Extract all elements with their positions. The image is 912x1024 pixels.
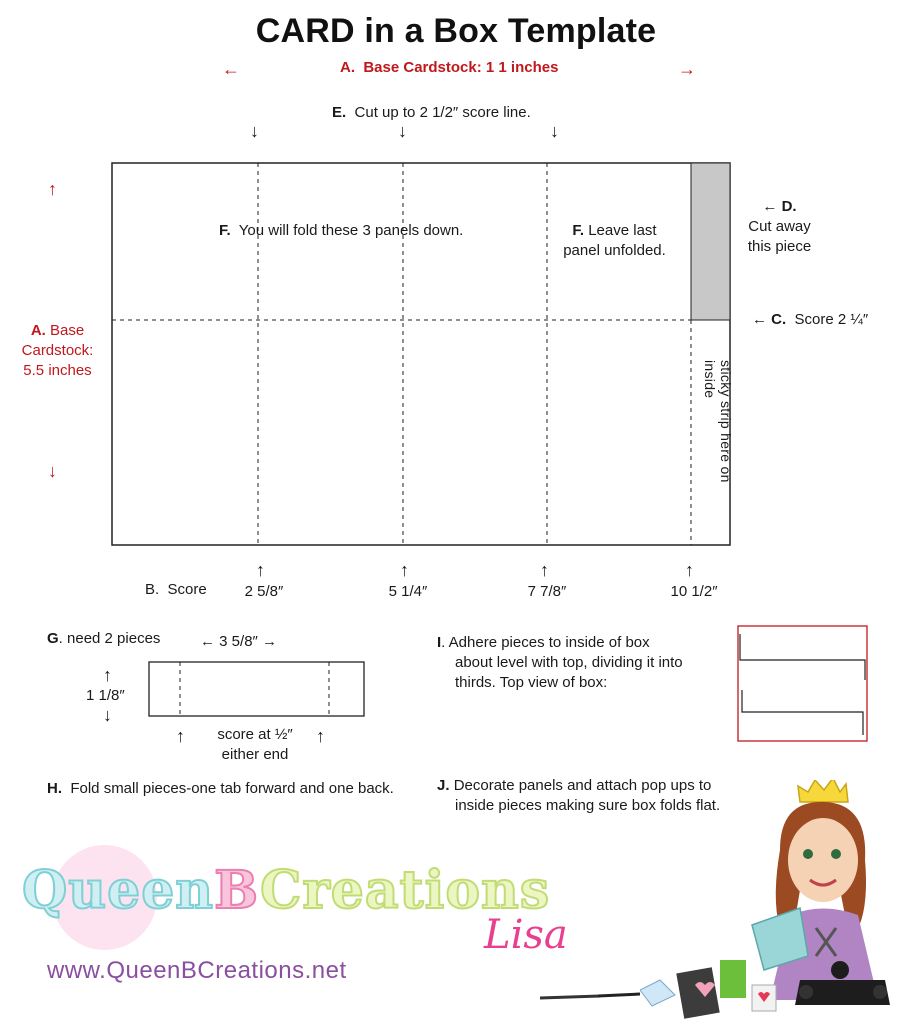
up-arrow-icon: ↑ — [316, 726, 325, 746]
step-i-line2: about level with top, dividing it into — [455, 654, 683, 671]
down-arrow-icon: ↓ — [48, 461, 57, 481]
small-piece-width-text: 3 5/8″ — [219, 633, 258, 650]
base-height-letter: A. — [30, 322, 46, 339]
stamp-pad-icon — [676, 967, 719, 1019]
face-shape — [788, 818, 858, 902]
step-g-label — [47, 629, 160, 649]
panel-fold-text: You will fold these 3 panels down. — [238, 222, 464, 239]
up-arrow-icon: ↑ — [400, 560, 409, 580]
website-url[interactable]: www.QueenBCreations.net — [47, 957, 347, 984]
step-g-letter: G — [47, 630, 59, 647]
tape-runner-icon — [640, 980, 675, 1006]
step-c-text: Score 2 ¼″ — [794, 311, 869, 328]
up-arrow-icon: ↑ — [540, 560, 549, 580]
down-arrow-icon: ↓ — [550, 121, 559, 141]
small-piece-score-line1: score at ½″ — [217, 726, 293, 743]
left-arrow-icon: ← — [222, 59, 240, 79]
top-view-box — [738, 626, 867, 741]
step-i-line1: . Adhere pieces to inside of box — [441, 634, 650, 651]
step-b-text: Score — [167, 581, 207, 598]
base-height-line3: 5.5 inches — [23, 362, 92, 379]
down-arrow-icon: ↓ — [250, 121, 259, 141]
score-mark: 10 1/2″ — [670, 583, 718, 600]
right-arrow-icon: → — [678, 59, 696, 79]
small-piece-score-label — [200, 725, 310, 765]
up-arrow-icon: ↑ — [103, 665, 112, 685]
divider-piece-2 — [742, 690, 863, 735]
signature: Lisa — [484, 912, 568, 958]
step-c-label: ← C. Score 2 ¼″ — [752, 311, 869, 328]
logo-part-queen: Queen — [22, 860, 215, 921]
small-piece-width: ← 3 5/8″ → — [200, 633, 278, 650]
step-i-letter: I — [437, 634, 442, 651]
pencil — [598, 994, 640, 996]
up-arrow-icon: ↑ — [176, 726, 185, 746]
base-height-line1: Base — [49, 322, 85, 339]
logo-part-creations: Creations — [260, 860, 551, 921]
step-c-letter: C. — [771, 311, 787, 328]
base-width-text: Base Cardstock: 1 1 inches — [363, 59, 559, 76]
crafter-character-illustration — [640, 780, 902, 1020]
logo-part-b: B — [214, 860, 260, 921]
step-d-label: ← D. Cut away this piece — [742, 197, 817, 257]
panel-last-line2: panel unfolded. — [563, 242, 666, 259]
crown-icon — [798, 780, 848, 802]
step-h-text: Fold small pieces-one tab forward and one back. — [70, 780, 394, 797]
panel-fold-label — [219, 221, 463, 241]
step-h-label — [47, 779, 394, 799]
step-d-line2: this piece — [747, 238, 812, 255]
step-b-label — [145, 580, 207, 600]
score-mark: 5 1/4″ — [388, 583, 428, 600]
step-e-text: Cut up to 2 1/2″ score line. — [354, 104, 531, 121]
score-mark: 7 7/8″ — [527, 583, 567, 600]
up-arrow-icon: ↑ — [685, 560, 694, 580]
sticky-strip-label: sticky strip here on inside — [702, 360, 734, 483]
brand-logo — [22, 860, 550, 921]
step-b-letter: B. — [145, 581, 160, 598]
step-i-label — [437, 633, 683, 693]
step-e-letter: E. — [332, 104, 347, 121]
small-piece-height: 1 1/8″ — [86, 687, 125, 704]
panel-fold-letter: F. — [219, 222, 231, 239]
step-g-text: . need 2 pieces — [58, 630, 161, 647]
pencil — [540, 996, 600, 998]
step-d-line1: Cut away — [748, 218, 811, 235]
page-title: CARD in a Box Template — [255, 12, 657, 50]
down-arrow-icon: ↓ — [103, 705, 112, 725]
supply-cup-icon — [720, 960, 746, 998]
panel-last-label — [552, 221, 677, 261]
step-j-line1: Decorate panels and attach pop ups to — [453, 777, 712, 794]
score-mark: 2 5/8″ — [244, 583, 284, 600]
base-height-line2: Cardstock: — [21, 342, 94, 359]
base-width-letter: A. — [340, 59, 355, 76]
up-arrow-icon: ↑ — [256, 560, 265, 580]
divider-piece-1 — [740, 634, 865, 680]
small-piece-score-line2: either end — [221, 746, 289, 763]
panel-last-letter: F. — [572, 222, 585, 239]
step-j-line2: inside pieces making sure box folds flat. — [455, 797, 721, 814]
cutaway-piece — [691, 163, 730, 320]
step-d-letter: D. — [781, 198, 797, 215]
panel-last-line1: Leave last — [588, 222, 657, 239]
step-i-line3: thirds. Top view of box: — [455, 674, 608, 691]
small-piece-outline — [149, 662, 364, 716]
step-h-letter: H. — [47, 780, 62, 797]
down-arrow-icon: ↓ — [398, 121, 407, 141]
up-arrow-icon: ↑ — [48, 179, 57, 199]
step-j-letter: J. — [437, 777, 450, 794]
